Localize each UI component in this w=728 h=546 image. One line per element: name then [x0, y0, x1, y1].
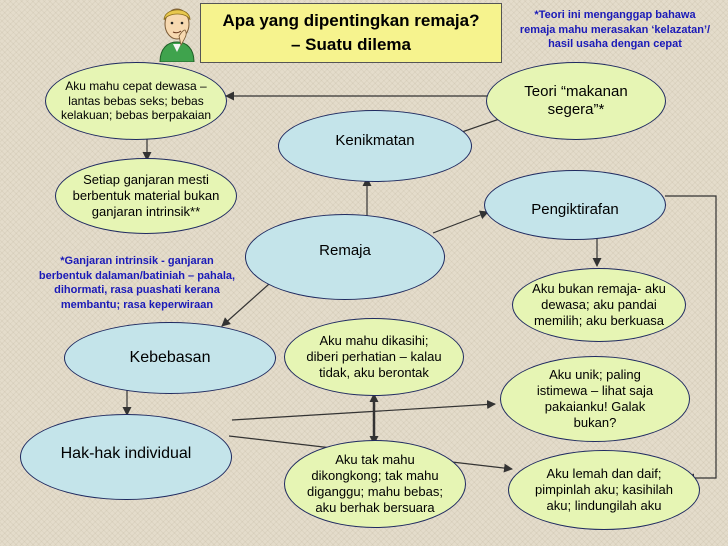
node-kebebasan-label: Kebebasan [129, 349, 211, 367]
node-dewasa-line: kelakuan; bebas berpakaian [60, 108, 212, 123]
node-dikasihi-line: tidak, aku berontak [319, 364, 429, 380]
note-ganjaran [26, 254, 248, 312]
node-remaja [245, 214, 445, 300]
node-makanan-line: Teori “makanan [524, 82, 628, 100]
node-dikasihi-line: diberi perhatian – kalau [306, 349, 442, 365]
note-ganjaran-line: membantu; rasa keperwiraan [60, 298, 214, 311]
note-teori-line: *Teori ini menganggap bahawa [534, 9, 696, 21]
note-teori-line: hasil usaha dengan cepat [548, 38, 682, 51]
node-unik-line: pakaianku! Galak [544, 399, 646, 414]
node-bukan-remaja-line: dewasa; aku pandai [541, 297, 657, 313]
node-unik [500, 356, 690, 442]
node-dikongkong-line: Aku tak mahu [335, 452, 415, 468]
node-lemah-line: Aku lemah dan daif; [546, 466, 662, 482]
node-ganjaran-line: berbentuk material bukan [72, 188, 220, 204]
node-dikasihi-line: Aku mahu dikasihi; [319, 333, 429, 349]
title-line-1: Apa yang dipentingkan remaja? [222, 11, 480, 31]
node-kenikmatan-label: Kenikmatan [335, 131, 415, 149]
node-ganjaran [55, 158, 237, 234]
node-remaja-label: Remaja [319, 241, 371, 259]
node-pengiktirafan [484, 170, 666, 240]
node-dikasihi [284, 318, 464, 396]
node-kebebasan [64, 322, 276, 394]
node-lemah-line: pimpinlah aku; kasihilah [534, 482, 674, 498]
node-dikongkong-line: diganggu; mahu bebas; [307, 484, 443, 499]
note-ganjaran-line: *Ganjaran intrinsik - ganjaran [60, 255, 214, 267]
node-bukan-remaja-line: Aku bukan remaja- aku [532, 281, 666, 297]
node-pengiktirafan-label: Pengiktirafan [531, 200, 619, 218]
title-line-2: – Suatu dilema [291, 35, 411, 54]
node-dikongkong-line: dikongkong; tak mahu [311, 468, 439, 484]
node-ganjaran-line: ganjaran intrinsik** [91, 203, 201, 219]
note-teori [502, 8, 728, 52]
node-dewasa-line: Aku mahu cepat dewasa – [65, 79, 207, 94]
diagram-title [200, 3, 502, 63]
node-ganjaran-line: Setiap ganjaran mesti [83, 172, 209, 188]
note-teori-line: remaja mahu merasakan ‘kelazatan’/ [519, 23, 711, 36]
node-unik-line: istimewa – lihat saja [536, 383, 654, 399]
node-dewasa [45, 62, 227, 140]
node-dikongkong-line: aku berhak bersuara [315, 499, 435, 515]
node-hak-label: Hak-hak individual [60, 445, 192, 463]
node-dikongkong [284, 440, 466, 528]
node-lemah [508, 450, 700, 530]
thinker-icon [152, 0, 202, 62]
arrow-remaja-pengiktirafan [433, 212, 488, 233]
node-kenikmatan [278, 110, 472, 182]
node-bukan-remaja [512, 268, 686, 342]
arrow-hak-unik [232, 404, 495, 420]
node-unik-line: bukan? [573, 414, 617, 430]
arrow-pengiktirafan-lemah [665, 196, 716, 478]
note-ganjaran-line: berbentuk dalaman/batiniah – pahala, [38, 269, 236, 282]
node-makanan [486, 62, 666, 140]
node-makanan-line: segera”* [547, 101, 605, 118]
node-unik-line: Aku unik; paling [549, 367, 641, 383]
node-lemah-line: aku; lindungilah aku [546, 497, 662, 513]
node-hak [20, 414, 232, 500]
node-dewasa-line: lantas bebas seks; bebas [68, 93, 204, 108]
node-bukan-remaja-line: memilih; aku berkuasa [533, 312, 665, 328]
note-ganjaran-line: dihormati, rasa puashati kerana [54, 284, 220, 297]
